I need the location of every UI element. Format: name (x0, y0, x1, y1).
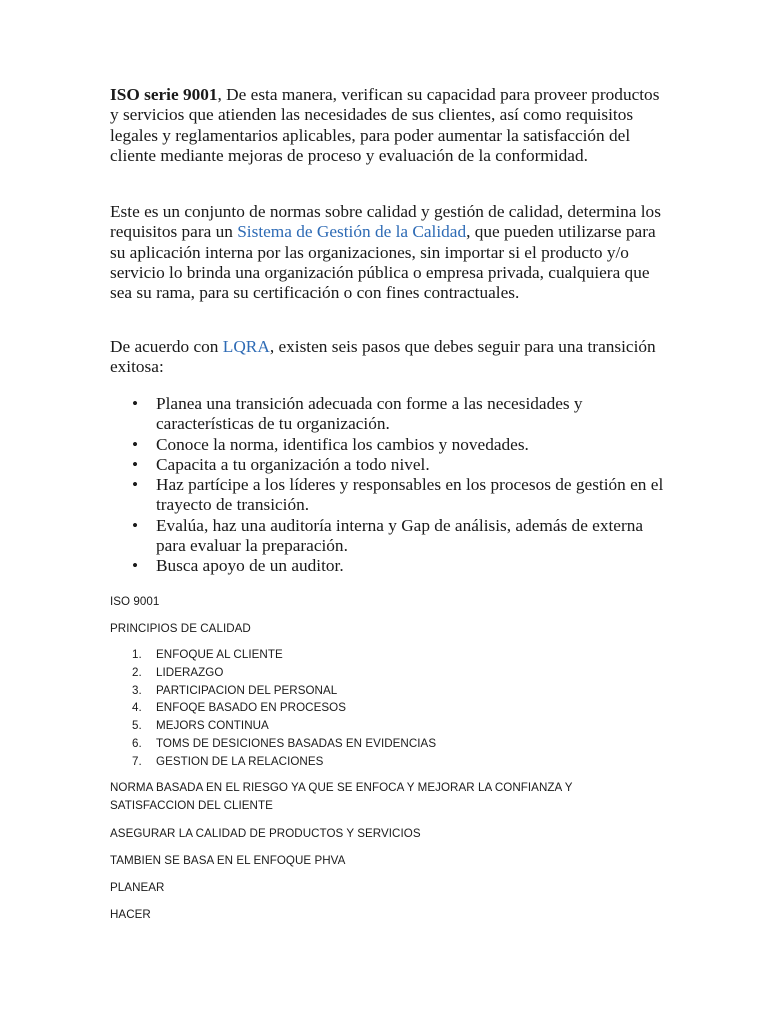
sgc-link[interactable]: Sistema de Gestión de la Calidad (237, 222, 467, 242)
list-item (110, 455, 670, 475)
bullet-icon: • (132, 434, 139, 454)
phva-line: TAMBIEN SE BASA EN EL ENFOQUE PHVA (110, 854, 346, 867)
standards-text-after: , que pueden utilizarse para su aplicación interna por las organizaciones, sin importar si el producto y/o servicio lo brinda una organización pública o empresa privada, cualquiera que sea su rama, para su certificación o con fines contractuales. (110, 222, 656, 303)
principle-text: LIDERAZGO (156, 665, 224, 679)
step-text: Planea una transición adecuada con forme a las necesidades y características de tu organización. (156, 394, 583, 434)
step-text: Evalúa, haz una auditoría interna y Gap de análisis, además de externa para evaluar la preparación. (156, 515, 644, 556)
list-item (110, 516, 670, 557)
list-item (110, 699, 670, 717)
list-item (110, 664, 670, 682)
lqra-link[interactable]: LQRA (222, 337, 270, 356)
standards-text-before: Este es un conjunto de normas sobre calidad y gestión de calidad, determina los requisitos para un (110, 202, 661, 242)
bullet-icon: • (132, 454, 139, 474)
principle-text: MEJORS CONTINUA (156, 719, 269, 733)
list-item (110, 753, 670, 771)
lqra-text-before: De acuerdo con (110, 337, 223, 356)
principles-heading: PRINCIPIOS DE CALIDAD (110, 622, 251, 635)
list-item (110, 717, 670, 735)
principles-list (110, 646, 670, 771)
plan-line: PLANEAR (110, 881, 165, 894)
iso-heading: ISO 9001 (110, 595, 160, 608)
item-number: 1. (132, 648, 142, 661)
bullet-icon: • (132, 515, 139, 535)
list-item (110, 646, 670, 664)
principle-text: GESTION DE LA RELACIONES (156, 754, 324, 768)
step-text: Haz partícipe a los líderes y responsables en los procesos de gestión en el trayecto de transición. (156, 475, 664, 515)
item-number: 6. (132, 736, 142, 750)
intro-text: , De esta manera, verifican su capacidad para proveer productos y servicios que atienden las necesidades de sus clientes, así como requisitos legales y reglamentarios aplicables, para poder aumentar la satisfacción del cliente mediante mejoras de proceso y evaluación de la conformidad. (110, 85, 660, 165)
item-number: 5. (132, 719, 142, 733)
bullet-icon: • (132, 394, 139, 413)
list-item (110, 682, 670, 700)
item-number: 3. (132, 683, 142, 697)
step-text: Conoce la norma, identifica los cambios y novedades. (156, 434, 529, 454)
bullet-icon: • (132, 475, 139, 495)
steps-list (110, 394, 670, 577)
principle-text: PARTICIPACION DEL PERSONAL (156, 683, 338, 697)
intro-paragraph (110, 85, 670, 166)
item-number: 7. (132, 754, 142, 768)
standards-paragraph (110, 202, 670, 303)
step-text: Busca apoyo de un auditor. (156, 556, 344, 576)
list-item (110, 435, 670, 455)
list-item (110, 475, 670, 516)
list-item (110, 735, 670, 753)
principle-text: TOMS DE DESICIONES BASADAS EN EVIDENCIAS (156, 736, 437, 750)
bullet-icon: • (132, 556, 139, 576)
quality-line: ASEGURAR LA CALIDAD DE PRODUCTOS Y SERVICIOS (110, 827, 421, 840)
lqra-text-after: , existen seis pasos que debes seguir para una transición exitosa: (110, 337, 656, 377)
principle-text: ENFOQE BASADO EN PROCESOS (156, 701, 347, 715)
do-line: HACER (110, 908, 151, 921)
list-item (110, 556, 670, 576)
lqra-paragraph (110, 337, 670, 378)
risk-line: NORMA BASADA EN EL RIESGO YA QUE SE ENFOCA Y MEJORAR LA CONFIANZA Y SATISFACCION DEL CLIENTE (110, 781, 573, 812)
list-item (110, 394, 670, 435)
item-number: 2. (132, 665, 142, 679)
iso-series-bold: ISO serie 9001 (110, 85, 218, 104)
principle-text: ENFOQUE AL CLIENTE (156, 648, 283, 661)
item-number: 4. (132, 701, 142, 715)
step-text: Capacita a tu organización a todo nivel. (156, 454, 430, 474)
